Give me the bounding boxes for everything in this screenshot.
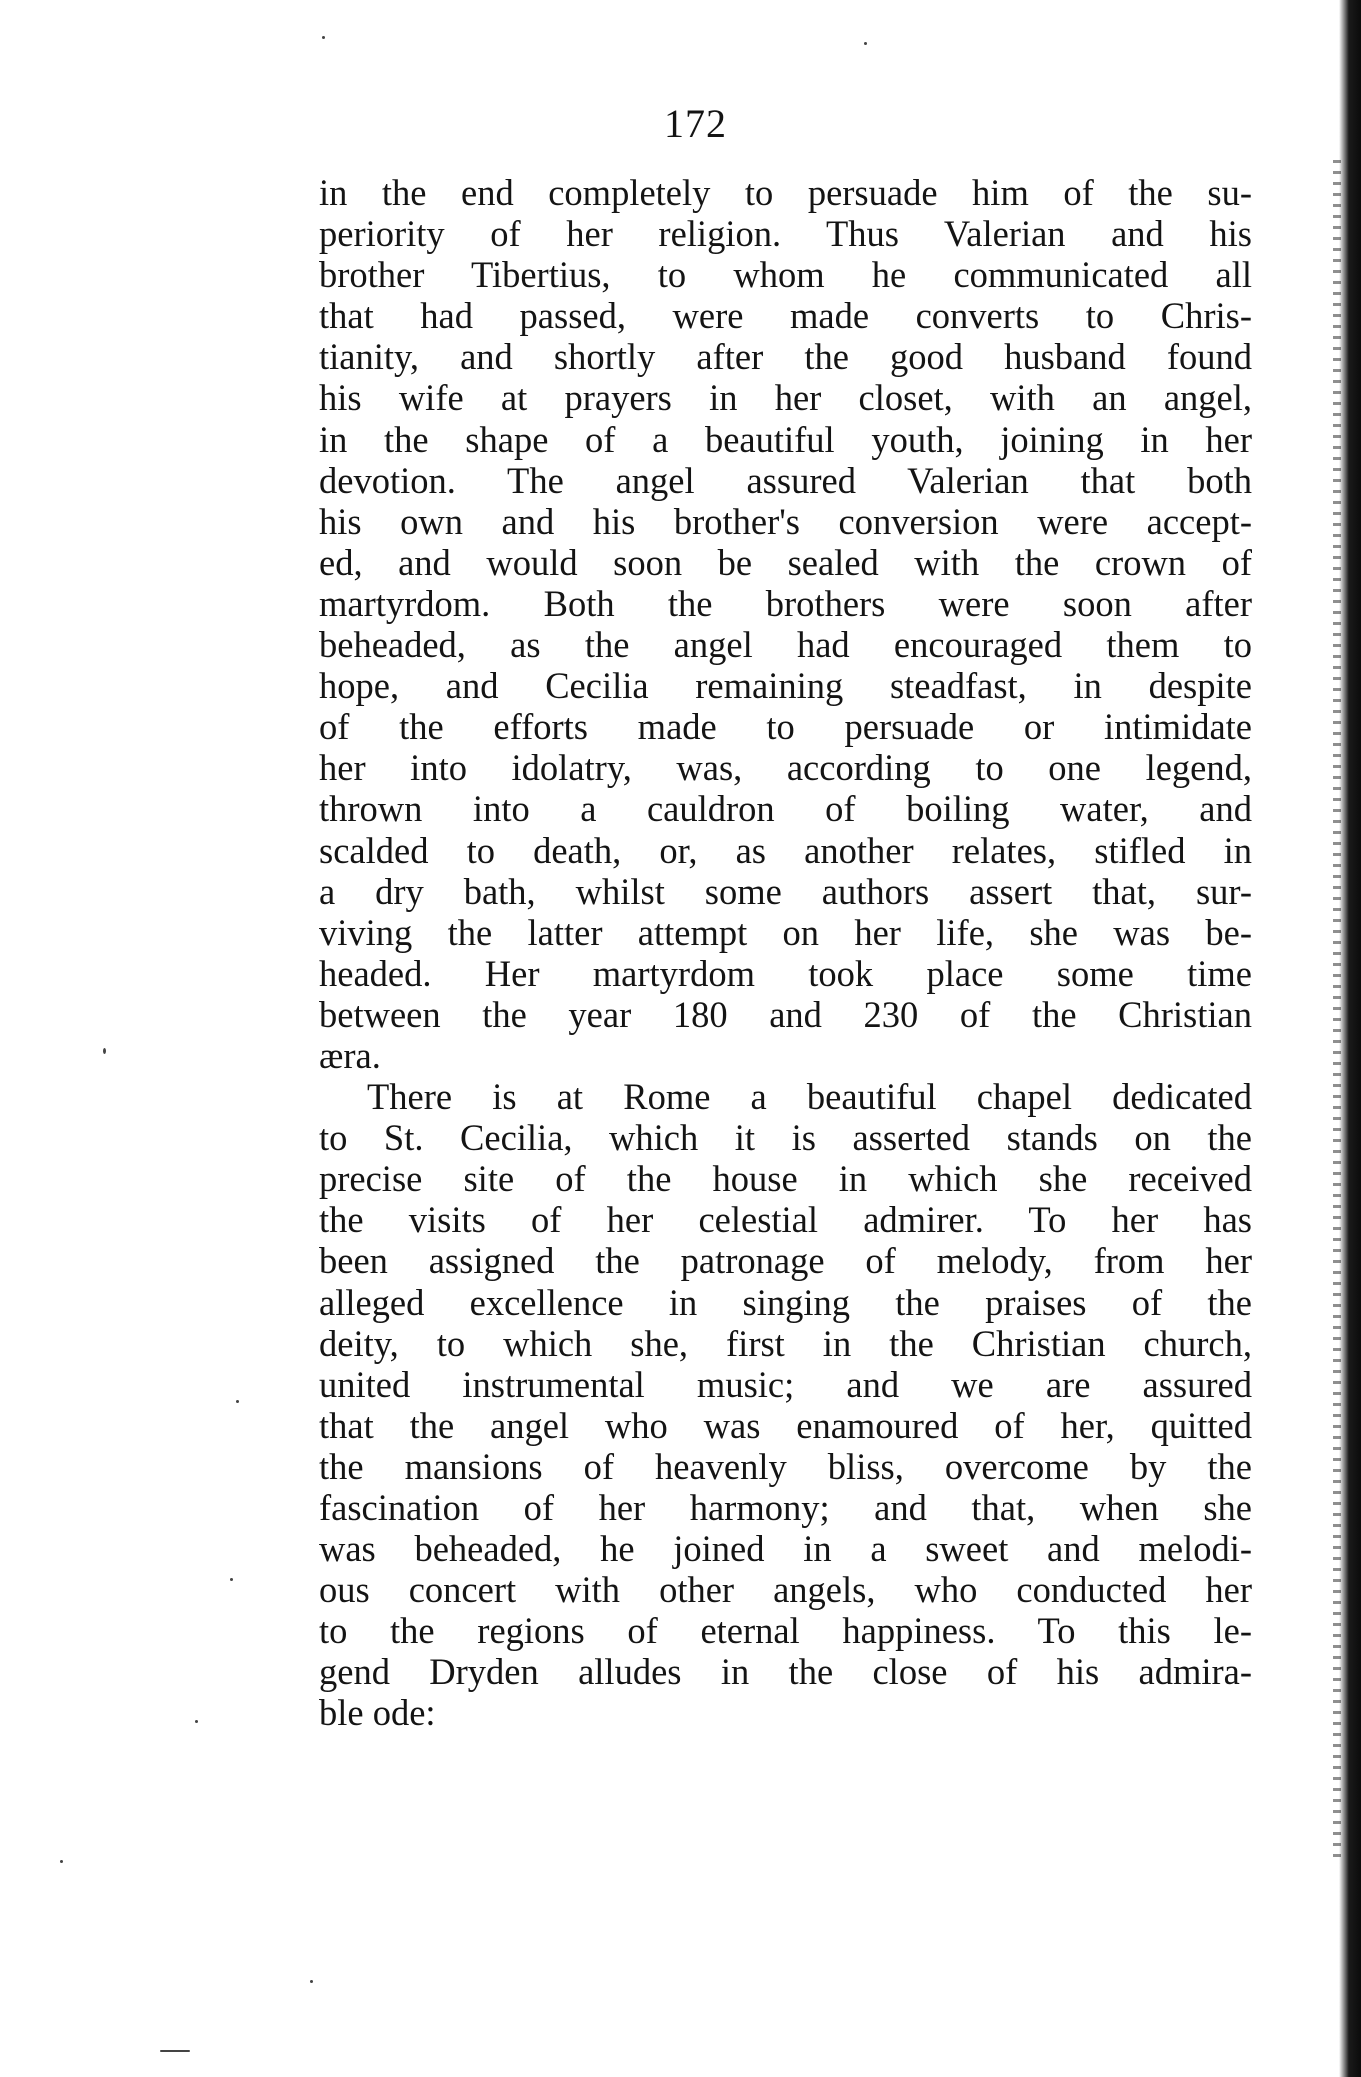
text-line: ed, and would soon be sealed with the crown of: [319, 541, 1252, 583]
text-line: ous concert with other angels, who conducted her: [319, 1569, 1252, 1611]
scan-speck: [864, 42, 867, 45]
text-line: that the angel who was enamoured of her, quitted: [319, 1404, 1252, 1446]
scan-speck: [195, 1720, 198, 1723]
text-line: ble ode:: [319, 1692, 436, 1734]
text-line: to St. Cecilia, which it is asserted stands on the: [319, 1117, 1252, 1159]
scan-speck: [230, 1578, 233, 1581]
scan-speck: [60, 1860, 63, 1863]
text-line: was beheaded, he joined in a sweet and melodi-: [319, 1528, 1252, 1570]
text-line: devotion. The angel assured Valerian that both: [319, 459, 1252, 501]
text-line: æra.: [319, 1034, 381, 1076]
text-line: in the end completely to persuade him of the su-: [319, 172, 1252, 213]
text-line: brother Tibertius, to whom he communicated all: [319, 254, 1252, 296]
text-line: viving the latter attempt on her life, she was be-: [319, 911, 1252, 953]
scan-speck: [322, 36, 325, 39]
text-line: tianity, and shortly after the good husband found: [319, 336, 1252, 378]
text-line: been assigned the patronage of melody, from her: [319, 1240, 1252, 1282]
text-line: headed. Her martyrdom took place some time: [319, 952, 1252, 994]
text-line: between the year 180 and 230 of the Christian: [319, 993, 1252, 1035]
scan-speck: [236, 1400, 239, 1403]
text-line: in the shape of a beautiful youth, joining in her: [319, 418, 1252, 460]
text-line: her into idolatry, was, according to one legend,: [319, 747, 1252, 789]
text-line: the mansions of heavenly bliss, overcome by the: [319, 1445, 1252, 1487]
text-line: beheaded, as the angel had encouraged them to: [319, 624, 1252, 666]
scan-speck: [310, 1980, 313, 1983]
scan-speck: [103, 1048, 106, 1054]
text-line: fascination of her harmony; and that, when she: [319, 1487, 1252, 1528]
body-text: [319, 172, 1252, 1734]
book-spine-shadow: [1339, 0, 1361, 2077]
text-line: a dry bath, whilst some authors assert that, sur-: [319, 870, 1252, 912]
text-line: hope, and Cecilia remaining steadfast, in despite: [319, 665, 1252, 707]
text-line: precise site of the house in which she received: [319, 1158, 1252, 1200]
text-line: the visits of her celestial admirer. To her has: [319, 1199, 1252, 1241]
text-line: scalded to death, or, as another relates, stifled in: [319, 829, 1252, 871]
text-line: his own and his brother's conversion were accept-: [319, 500, 1252, 542]
text-line: thrown into a cauldron of boiling water, and: [319, 788, 1252, 830]
text-line: martyrdom. Both the brothers were soon after: [319, 582, 1252, 624]
scan-speck: [160, 2050, 190, 2052]
page-number: 172: [664, 101, 727, 146]
text-line: alleged excellence in singing the praises of the: [319, 1281, 1252, 1323]
text-line: that had passed, were made converts to Chris-: [319, 295, 1252, 337]
text-line: There is at Rome a beautiful chapel dedicated: [367, 1076, 1252, 1118]
spine-texture: [1333, 160, 1341, 1860]
text-line: his wife at prayers in her closet, with an angel,: [319, 377, 1252, 419]
text-line: gend Dryden alludes in the close of his admira-: [319, 1651, 1252, 1693]
text-line: periority of her religion. Thus Valerian and his: [319, 213, 1252, 255]
text-line: of the efforts made to persuade or intimidate: [319, 706, 1252, 748]
text-line: deity, to which she, first in the Christian church,: [319, 1322, 1252, 1364]
text-line: to the regions of eternal happiness. To this le-: [319, 1610, 1252, 1652]
text-line: united instrumental music; and we are assured: [319, 1363, 1252, 1405]
